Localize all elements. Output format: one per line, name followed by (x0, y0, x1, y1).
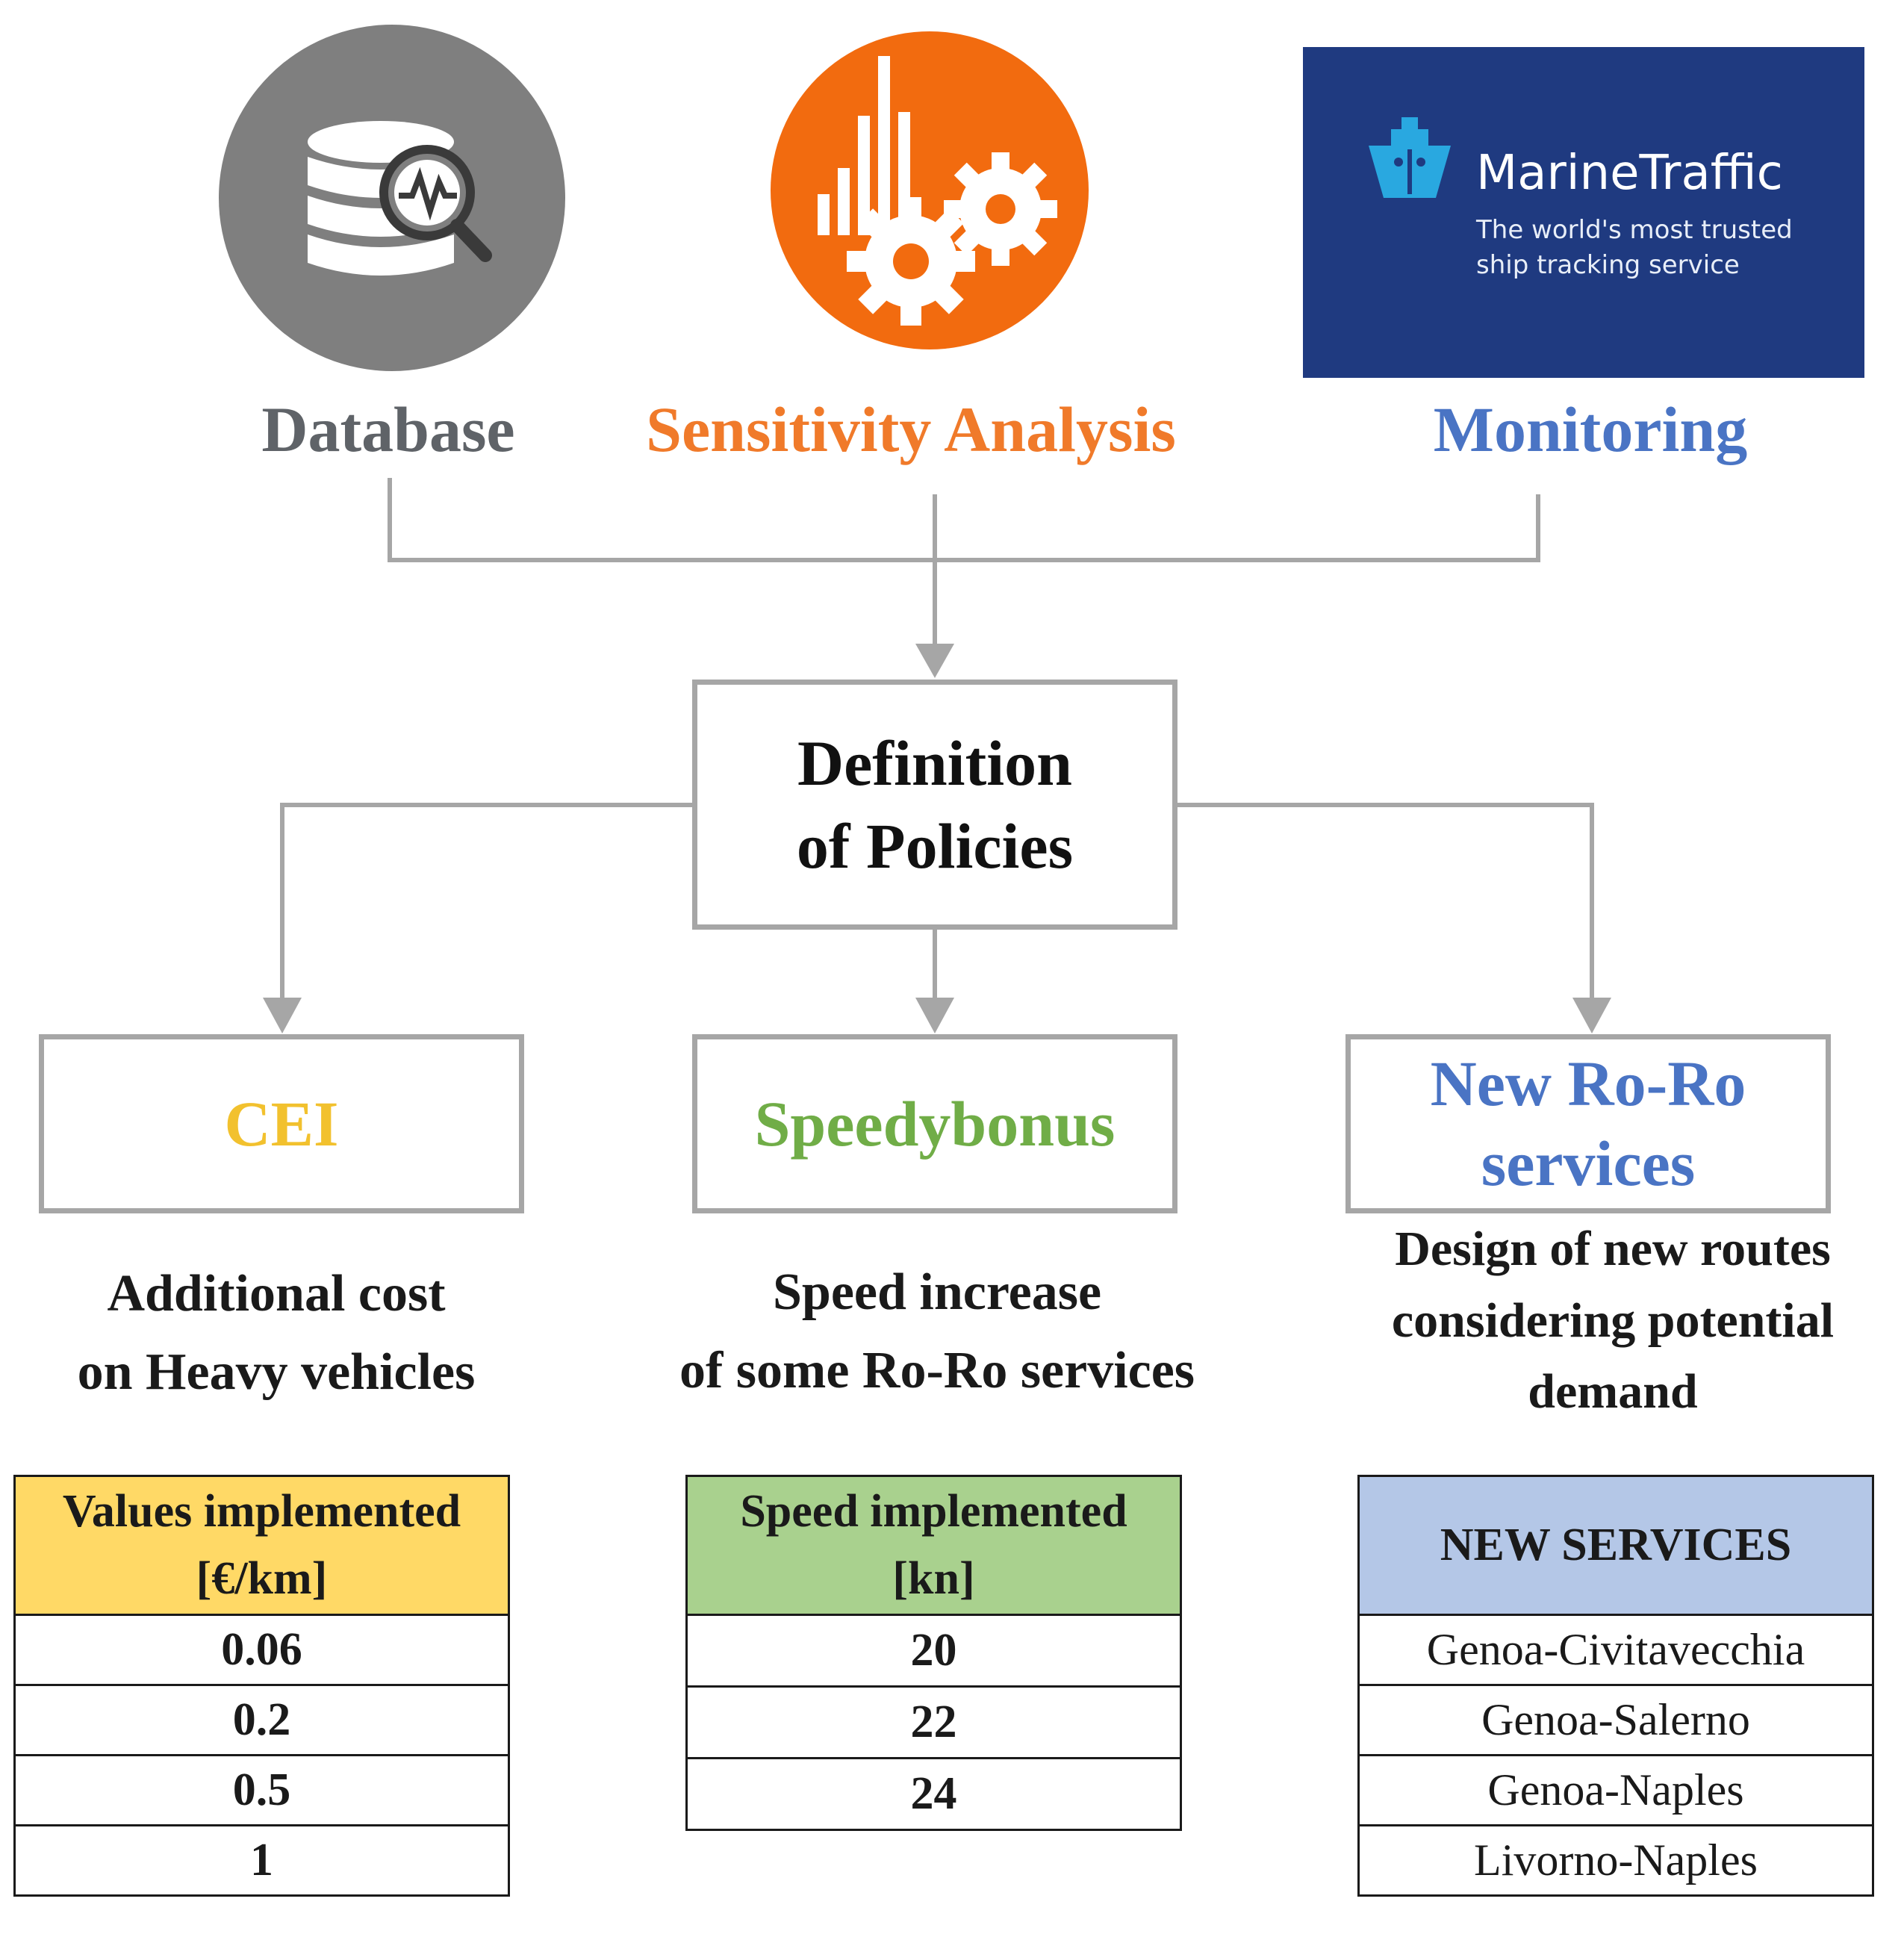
connector-to-cei (282, 805, 694, 1002)
cei-table-header (15, 1476, 509, 1615)
table-row (687, 1615, 1181, 1687)
cei-description-line-2: on Heavy vehicles (77, 1343, 476, 1401)
table-cell: 24 (687, 1759, 1181, 1830)
table-header-row (1359, 1476, 1873, 1615)
arrowhead-cei (263, 998, 302, 1033)
cei-title: CEI (224, 1087, 339, 1160)
cei-values-table (13, 1475, 510, 1897)
database-search-icon (217, 22, 567, 373)
table-row (15, 1685, 509, 1756)
table-row (1359, 1685, 1873, 1756)
connector-to-new-services (1176, 805, 1592, 1002)
table-header-row (15, 1476, 509, 1615)
connector-monitoring (935, 494, 1538, 560)
marinetraffic-logo (1303, 47, 1864, 378)
arrowhead-speedybonus (915, 998, 954, 1033)
new-services-description-line-3: demand (1528, 1364, 1698, 1420)
speed-values-table (685, 1475, 1182, 1831)
table-row (15, 1615, 509, 1685)
speedybonus-description-line-2: of some Ro-Ro services (679, 1342, 1195, 1399)
ship-icon (1361, 116, 1458, 205)
table-row (1359, 1826, 1873, 1896)
new-services-description-line-1: Design of new routes (1395, 1222, 1831, 1276)
speed-header-line-1: Speed implemented (740, 1485, 1127, 1537)
definition-line-1: Definition (797, 727, 1072, 799)
table-cell: 0.2 (15, 1685, 509, 1756)
arrowhead-new-services (1572, 998, 1611, 1033)
table-cell: Genoa-Naples (1359, 1756, 1873, 1826)
new-services-description-line-2: considering potential (1391, 1293, 1835, 1348)
speed-table-header (687, 1476, 1181, 1615)
marinetraffic-brand: MarineTraffic (1476, 146, 1783, 201)
new-services-description (1329, 1213, 1897, 1428)
chart-gears-icon (769, 30, 1090, 351)
cei-header-line-2: [€/km] (196, 1552, 328, 1604)
marinetraffic-tagline-2: ship tracking service (1476, 250, 1740, 280)
speedybonus-box (692, 1034, 1177, 1213)
new-services-table-header: NEW SERVICES (1359, 1476, 1873, 1615)
table-row (687, 1687, 1181, 1759)
table-cell: Livorno-Naples (1359, 1826, 1873, 1896)
table-row (1359, 1615, 1873, 1685)
speedybonus-description-line-1: Speed increase (772, 1263, 1102, 1321)
sensitivity-analysis-label: Sensitivity Analysis (646, 394, 1176, 465)
table-cell: 20 (687, 1615, 1181, 1687)
cei-description (15, 1254, 538, 1411)
table-cell: 22 (687, 1687, 1181, 1759)
table-row (15, 1826, 509, 1896)
table-header-row (687, 1476, 1181, 1615)
monitoring-label: Monitoring (1433, 394, 1748, 465)
speedybonus-description (620, 1253, 1254, 1410)
definition-line-2: of Policies (796, 809, 1074, 882)
table-row (1359, 1756, 1873, 1826)
new-services-title-line-2: services (1481, 1128, 1696, 1199)
connector-database (390, 478, 935, 560)
new-services-title-line-1: New Ro-Ro (1430, 1048, 1746, 1120)
table-row (687, 1759, 1181, 1830)
database-label: Database (261, 394, 515, 465)
arrowhead-center (915, 644, 954, 678)
speed-header-line-2: [kn] (892, 1552, 975, 1604)
table-row (15, 1756, 509, 1826)
table-cell: 1 (15, 1826, 509, 1896)
table-cell: 0.06 (15, 1615, 509, 1685)
new-roro-services-box (1345, 1034, 1831, 1213)
new-services-table (1357, 1475, 1874, 1897)
definition-of-policies-box (692, 680, 1177, 930)
table-cell: 0.5 (15, 1756, 509, 1826)
cei-header-line-1: Values implemented (62, 1485, 461, 1537)
marinetraffic-tagline-1: The world's most trusted (1476, 215, 1793, 245)
table-cell: Genoa-Salerno (1359, 1685, 1873, 1756)
cei-box (39, 1034, 524, 1213)
cei-description-line-1: Additional cost (107, 1265, 446, 1322)
table-cell: Genoa-Civitavecchia (1359, 1615, 1873, 1685)
speedybonus-title: Speedybonus (754, 1087, 1116, 1160)
